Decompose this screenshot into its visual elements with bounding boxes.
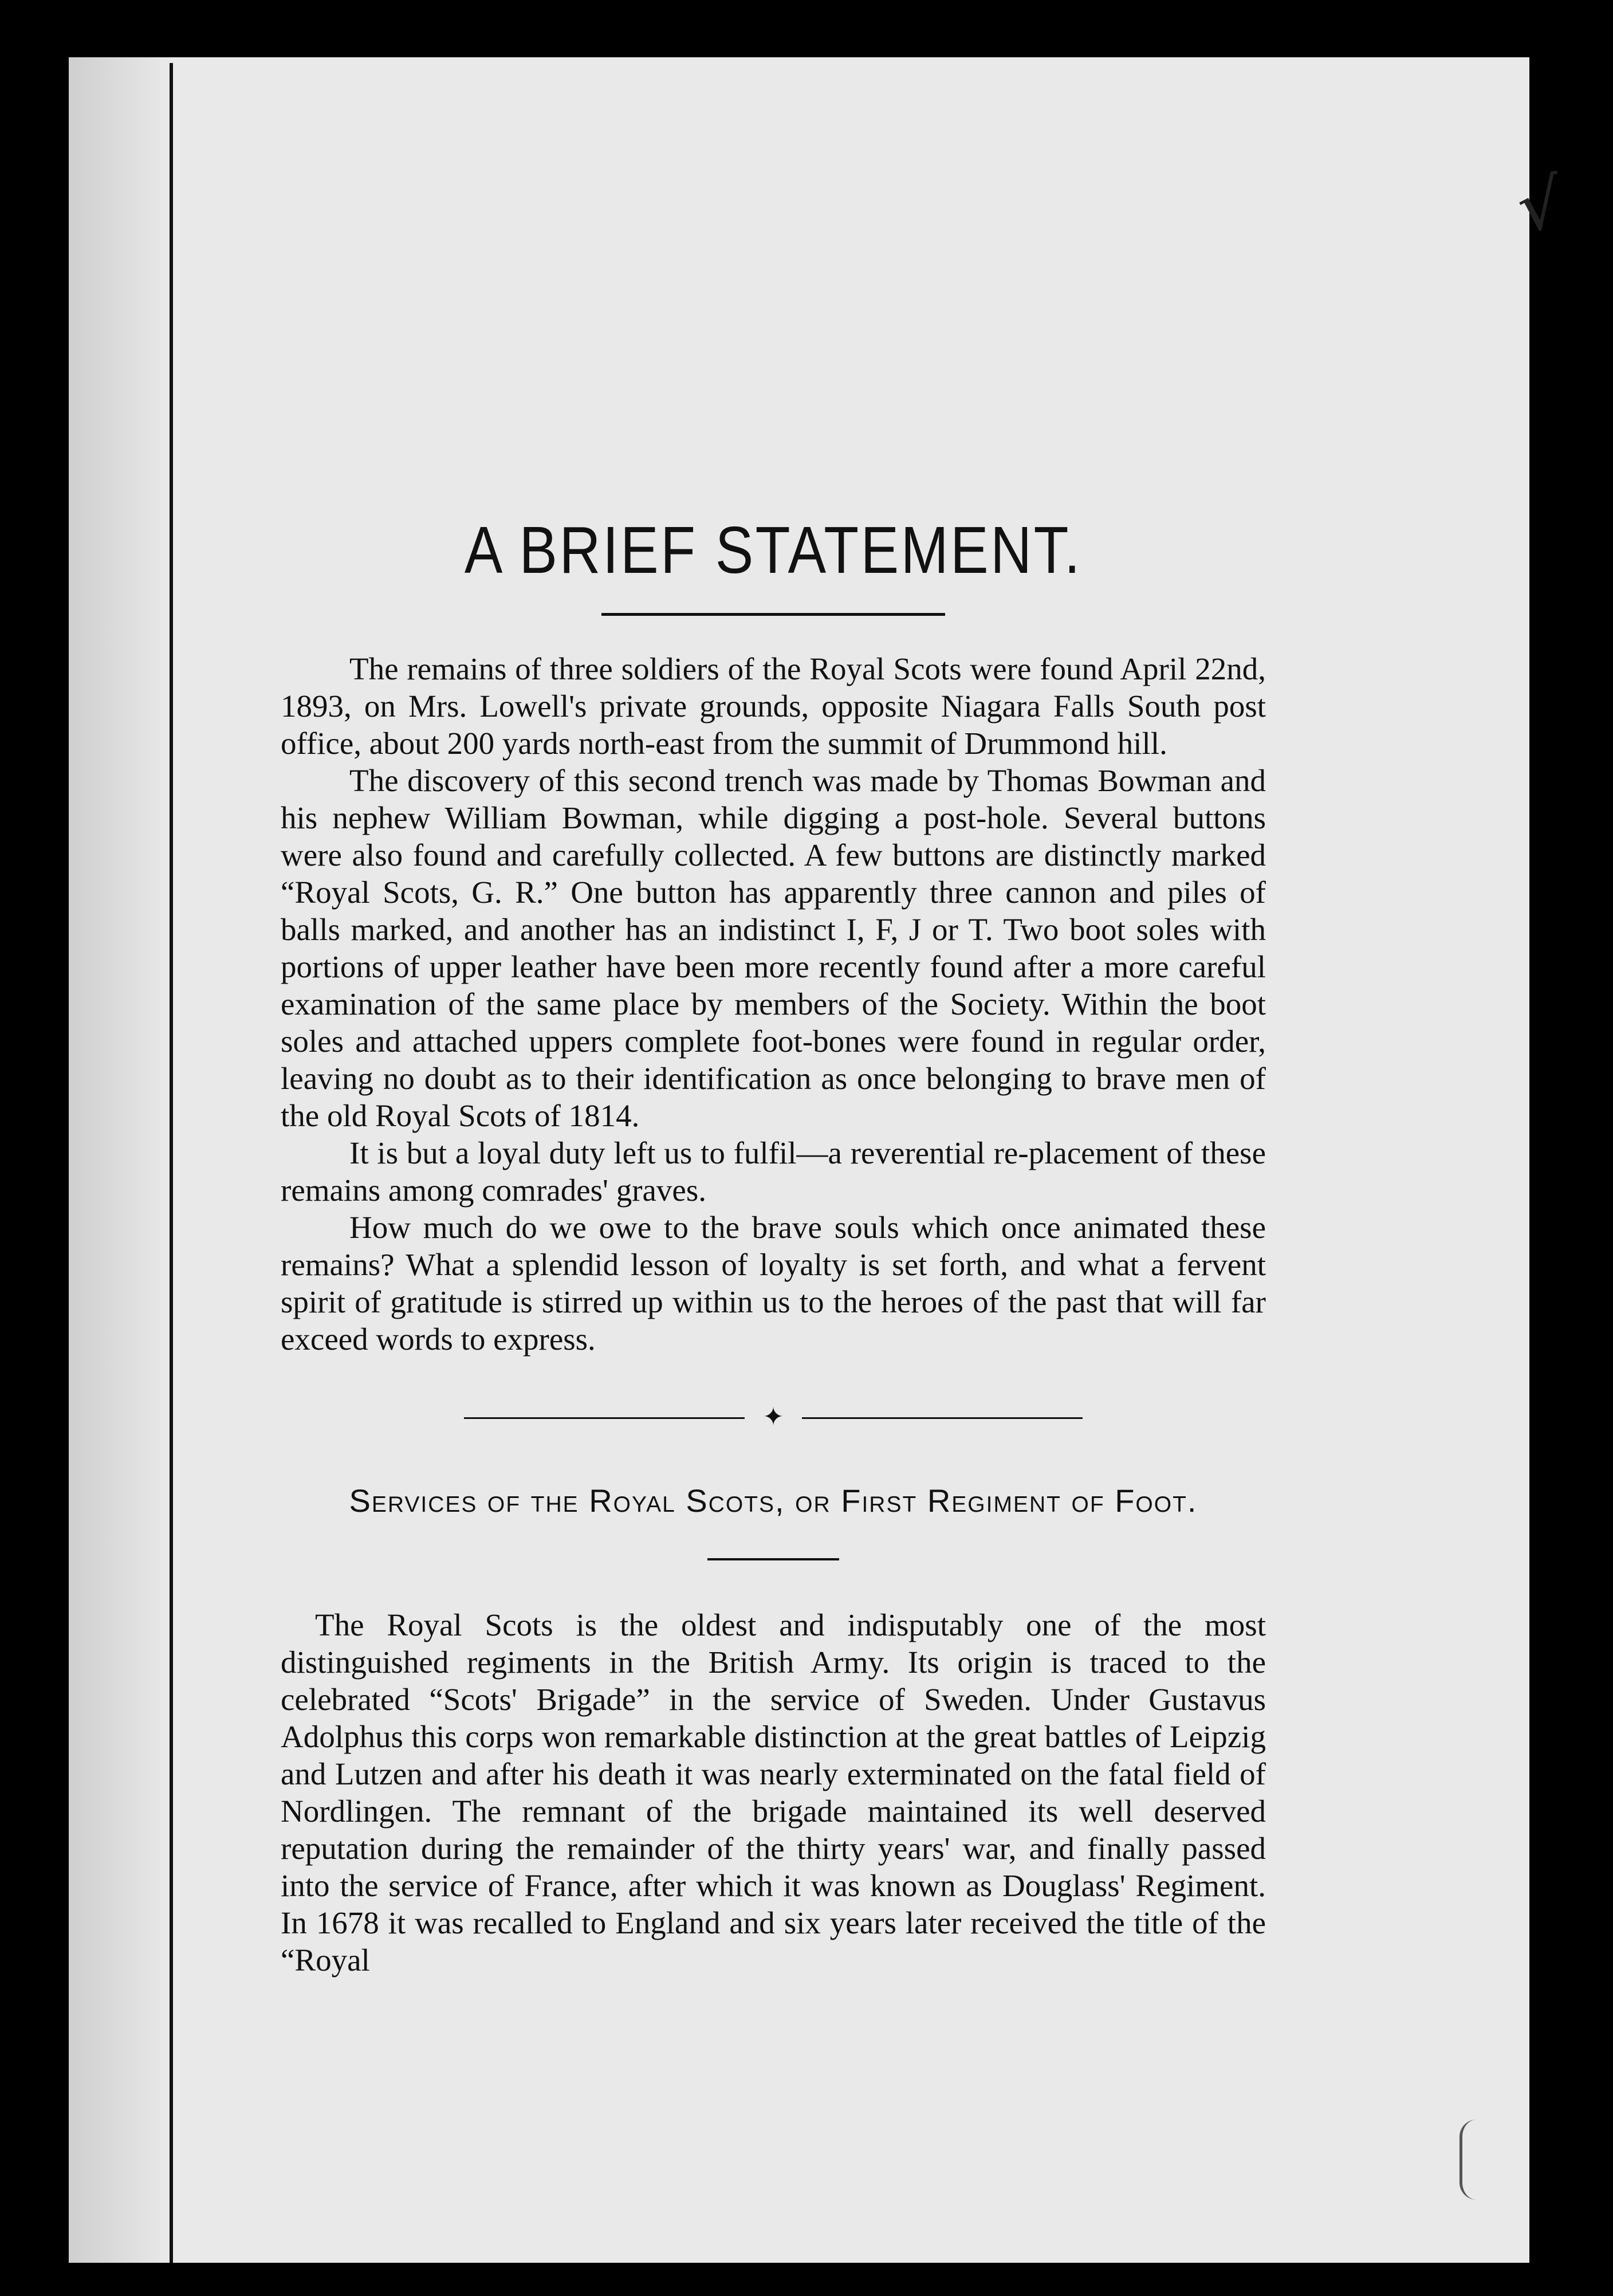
statement-paragraph-2: The discovery of this second trench was made by Thomas Bowman and his nephew William Bowman, while digging a post-hole. Several buttons were also found and carefully collected. A few buttons are distinctly marked “Royal Scots, G. R.” One button has apparently three cannon and piles of balls marked, and another has an indistinct I, F, J or T. Two boot soles with portions of upper leather have been more recently found after a more careful examination of the same place by members of the Society. Within the boot soles and attached uppers complete foot-bones were found in regular order, leaving no doubt as to their identification as once belonging to brave men of the old Royal Scots of 1814. xyxy=(281,763,1266,1133)
section-divider xyxy=(464,1403,1083,1432)
page-content xyxy=(281,498,1266,1979)
heading-rule xyxy=(601,613,945,616)
divider-line-left xyxy=(464,1417,745,1419)
statement-paragraph-1: The remains of three soldiers of the Royal Scots were found April 22nd, 1893, on Mrs. Lowell's private grounds, opposite Niagara Falls South post office, about 200 yards north-east from the summit of Drummond hill. xyxy=(281,651,1266,761)
section-paragraph: The Royal Scots is the oldest and indisputably one of the most distinguished regiments in the British Army. Its origin is traced to the celebrated “Scots' Brigade” in the service of Sweden. Under Gustavus Adolphus this corps won remarkable distinction at the great battles of Leipzig and Lutzen and after his death it was nearly exterminated on the fatal field of Nordlingen. The remnant of the brigade maintained its well deserved reputation during the remainder of the thirty years' war, and finally passed into the service of France, after which it was known as Douglass' Regiment. In 1678 it was recalled to England and six years later received the title of the “Royal xyxy=(281,1607,1266,1977)
fleuron-icon: ✦ xyxy=(762,1402,784,1432)
statement-paragraph-3: It is but a loyal duty left us to fulfil—a reverential re-placement of these remains among comrades' graves. xyxy=(281,1135,1266,1208)
divider-line-right xyxy=(802,1417,1083,1419)
page-edge-mark xyxy=(1459,2120,1485,2200)
statement-paragraph-4: How much do we owe to the brave souls which once animated these remains? What a splendid lesson of loyalty is set forth, and what a fervent spirit of gratitude is stirred up within us to the heroes of the past that will far exceed words to express. xyxy=(281,1210,1266,1357)
section-title: Services of the Royal Scots, or First Regiment of Foot. xyxy=(349,1483,1198,1519)
section-title-rule xyxy=(707,1558,839,1560)
handwritten-check-mark: √ xyxy=(1512,163,1567,249)
page-heading: A BRIEF STATEMENT. xyxy=(464,513,1083,587)
previous-page-edge xyxy=(69,57,160,2263)
page-fold-line xyxy=(170,63,173,2263)
